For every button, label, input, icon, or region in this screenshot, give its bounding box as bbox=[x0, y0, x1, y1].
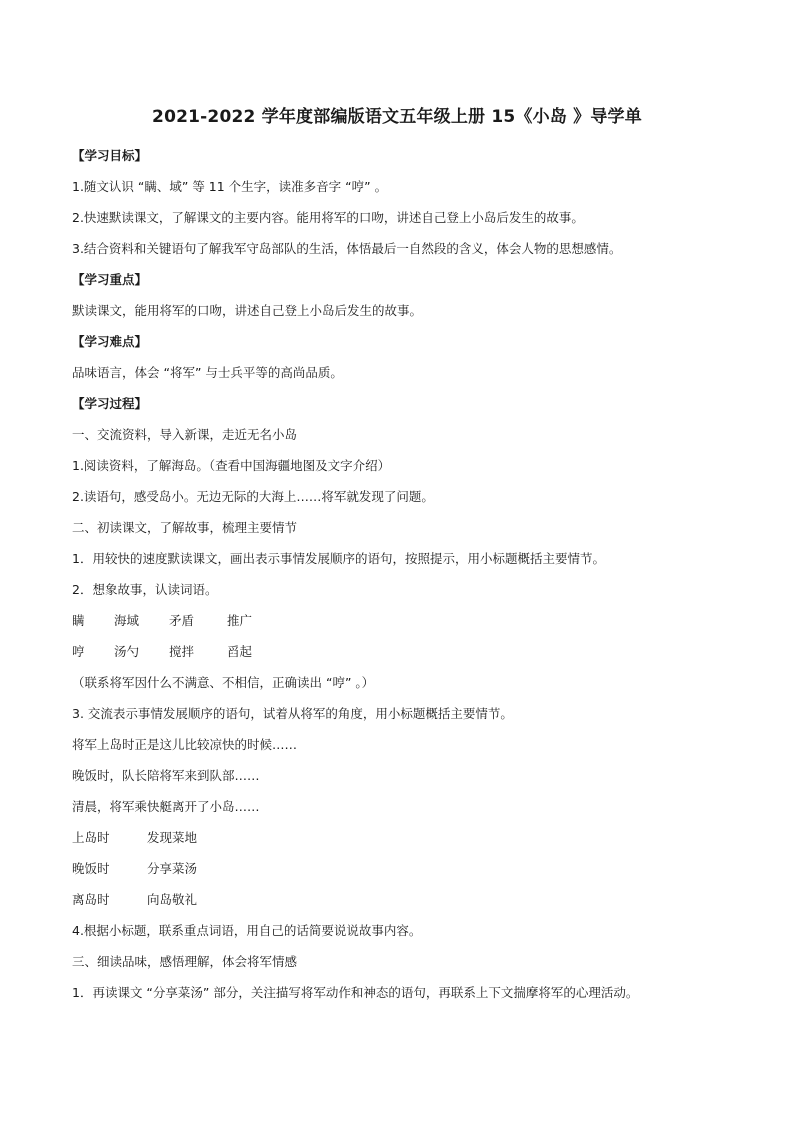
process-step-2: 二、初读课文，了解故事，梳理主要情节 bbox=[72, 520, 298, 535]
section-heading-process: 【学习过程】 bbox=[72, 396, 148, 411]
goal-1: 1.随文认识 “瞒、域” 等 11 个生字，读准多音字 “哼” 。 bbox=[72, 179, 388, 194]
summary-title: 向岛敬礼 bbox=[147, 892, 198, 907]
process-step-2-item-4: 4.根据小标题，联系重点词语，用自己的话简要说说故事内容。 bbox=[72, 923, 422, 938]
process-step-2-item-2: 2．想象故事，认读词语。 bbox=[72, 582, 218, 597]
quote-2: 晚饭时，队长陪将军来到队部…… bbox=[72, 768, 260, 783]
summary-time: 上岛时 bbox=[72, 830, 110, 845]
word: 舀起 bbox=[227, 644, 253, 659]
goal-3: 3.结合资料和关键语句了解我军守岛部队的生活，体悟最后一自然段的含义，体会人物的思想感情。 bbox=[72, 241, 622, 256]
process-step-3-item-1: 1．再读课文 “分享菜汤” 部分，关注描写将军动作和神态的语句，再联系上下文揣摩将军的心理活动。 bbox=[72, 985, 639, 1000]
quote-3: 清晨，将军乘快艇离开了小岛…… bbox=[72, 799, 260, 814]
section-heading-key: 【学习重点】 bbox=[72, 272, 148, 287]
key-point: 默读课文，能用将军的口吻，讲述自己登上小岛后发生的故事。 bbox=[72, 303, 423, 318]
word: 瞒 bbox=[72, 613, 85, 628]
section-heading-difficulty: 【学习难点】 bbox=[72, 334, 148, 349]
word: 搅拌 bbox=[169, 644, 195, 659]
word: 推广 bbox=[227, 613, 253, 628]
word-row-2 bbox=[72, 636, 732, 667]
process-step-1-item-1: 1.阅读资料，了解海岛。（查看中国海疆地图及文字介绍） bbox=[72, 458, 391, 473]
word: 海域 bbox=[114, 613, 140, 628]
document-body bbox=[72, 140, 732, 1008]
page-title: 2021-2022 学年度部编版语文五年级上册 15《小岛 》导学单 bbox=[152, 107, 642, 127]
word: 矛盾 bbox=[169, 613, 195, 628]
summary-time: 晚饭时 bbox=[72, 861, 110, 876]
process-step-3: 三、细读品味，感悟理解，体会将军情感 bbox=[72, 954, 298, 969]
goal-2: 2.快速默读课文，了解课文的主要内容。能用将军的口吻，讲述自己登上小岛后发生的故事。 bbox=[72, 210, 584, 225]
word: 哼 bbox=[72, 644, 85, 659]
summary-row-3 bbox=[72, 884, 732, 915]
process-step-2-item-1: 1．用较快的速度默读课文，画出表示事情发展顺序的语句，按照提示，用小标题概括主要情节。 bbox=[72, 551, 605, 566]
process-step-1: 一、交流资料，导入新课，走近无名小岛 bbox=[72, 427, 298, 442]
process-step-1-item-2: 2.读语句，感受岛小。无边无际的大海上……将军就发现了问题。 bbox=[72, 489, 434, 504]
word-row-1 bbox=[72, 605, 732, 636]
word: 汤勺 bbox=[114, 644, 140, 659]
section-heading-goals: 【学习目标】 bbox=[72, 148, 148, 163]
summary-title: 发现菜地 bbox=[147, 830, 198, 845]
process-step-2-item-3: 3. 交流表示事情发展顺序的语句，试着从将军的角度，用小标题概括主要情节。 bbox=[72, 706, 513, 721]
summary-time: 离岛时 bbox=[72, 892, 110, 907]
summary-row-2 bbox=[72, 853, 732, 884]
summary-row-1 bbox=[72, 822, 732, 853]
summary-title: 分享菜汤 bbox=[147, 861, 198, 876]
quote-1: 将军上岛时正是这儿比较凉快的时候…… bbox=[72, 737, 298, 752]
pronunciation-note: （联系将军因什么不满意、不相信，正确读出 “哼” 。） bbox=[72, 675, 375, 690]
difficulty-point: 品味语言，体会 “将军” 与士兵平等的高尚品质。 bbox=[72, 365, 343, 380]
